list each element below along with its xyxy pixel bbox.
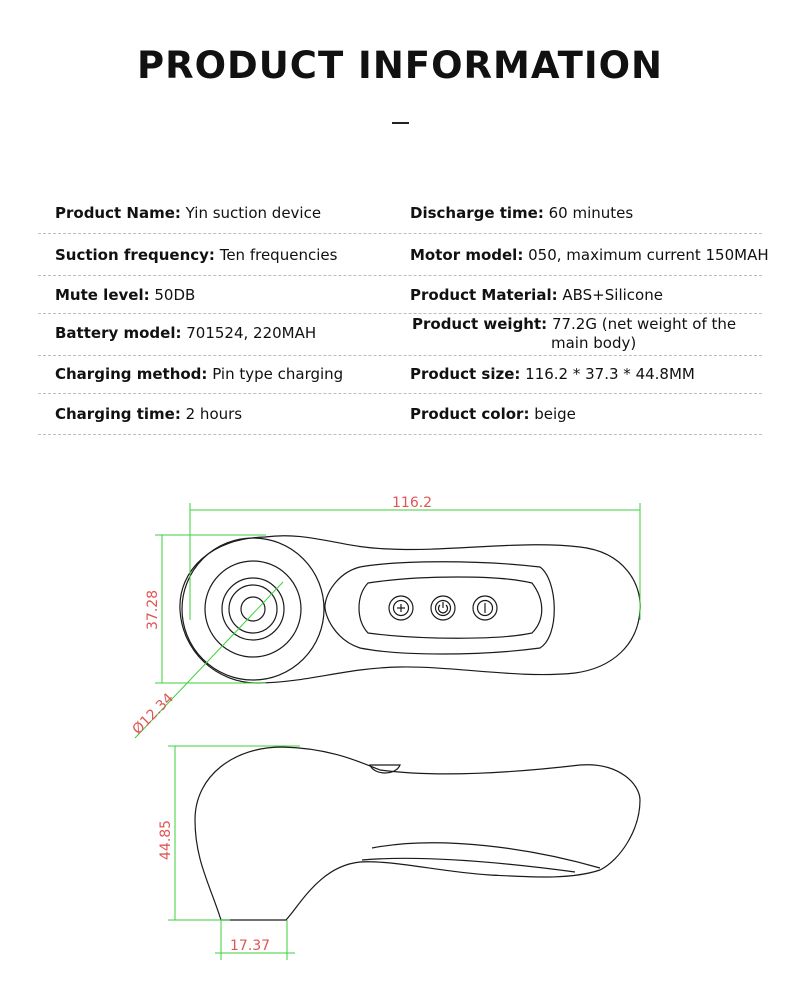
suction-opening [241,597,265,621]
dimension-width: 37.28 [145,589,161,630]
spec-value: Yin suction device [185,204,322,222]
suction-head-outer [182,538,324,680]
spec-value: 77.2G (net weight of the [551,315,737,333]
spec-value: ABS+Silicone [562,286,663,304]
spec-value: Pin type charging [212,365,344,383]
page-title: PRODUCT INFORMATION [136,44,664,87]
spec-key: Product Material: [410,286,558,304]
spec-key: Discharge time: [410,204,544,222]
dimension-length: 116.2 [392,495,433,511]
spec-value: 116.2 * 37.3 * 44.8MM [525,365,695,383]
dimension-tip: 17.37 [230,938,271,954]
spec-value: beige [534,405,576,423]
spec-key: Mute level: [55,286,150,304]
spec-value: 701524, 220MAH [186,324,317,342]
spec-value: 2 hours [185,405,243,423]
spec-key: Product Name: [55,204,181,222]
spec-key: Motor model: [410,246,524,264]
spec-value: 050, maximum current 150MAH [528,246,769,264]
spec-key: Product color: [410,405,530,423]
side-view-outline [195,747,640,920]
dimension-diameter: Ø12.34 [129,690,177,738]
spec-key: Charging method: [55,365,208,383]
spec-value: 50DB [154,286,196,304]
dimension-height: 44.85 [158,819,174,860]
spec-value: 60 minutes [548,204,634,222]
spec-key: Charging time: [55,405,181,423]
spec-key: Product weight: [412,315,548,333]
top-view-outline [180,536,640,683]
spec-key: Suction frequency: [55,246,215,264]
spec-value-continued: main body) [551,334,637,352]
spec-value: Ten frequencies [219,246,338,264]
spec-key: Product size: [410,365,521,383]
spec-key: Battery model: [55,324,182,342]
